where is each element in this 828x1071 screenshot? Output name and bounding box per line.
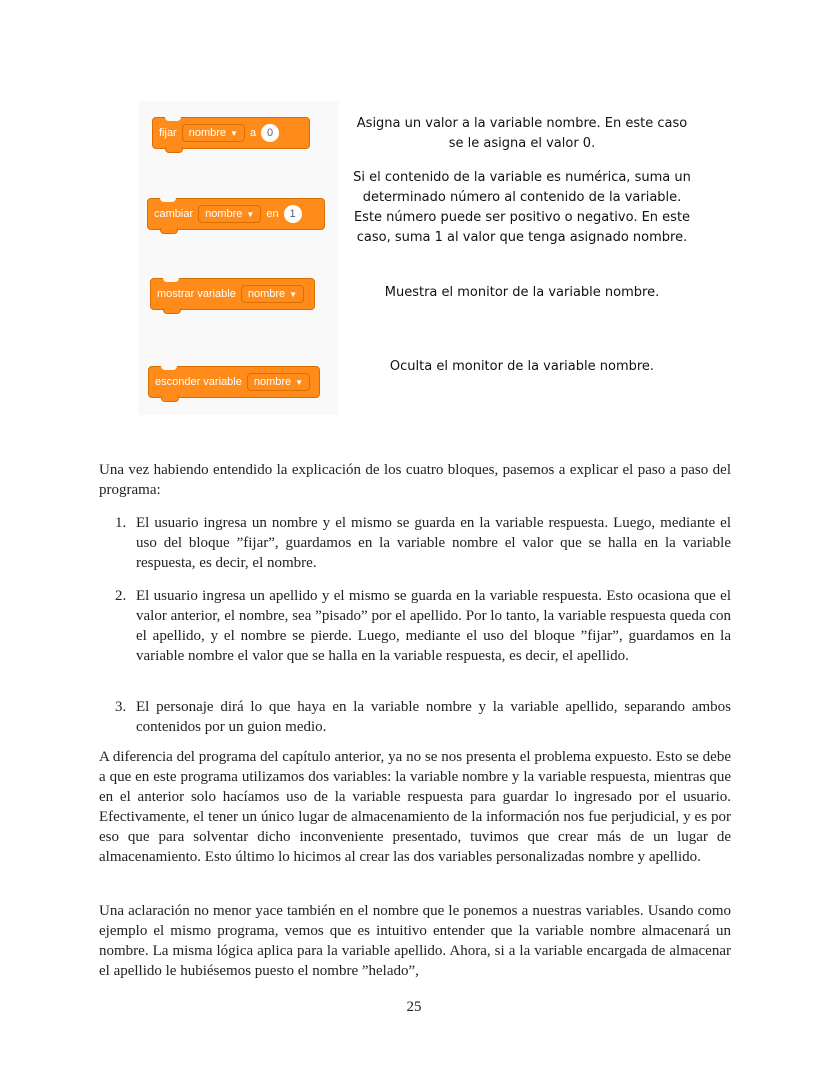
- value-input: 0: [261, 124, 279, 142]
- variable-dropdown: nombre ▼: [241, 285, 304, 303]
- body-paragraph: A diferencia del programa del capítulo anterior, ya no se nos presenta el problema expuesto. Esto se debe a que en este programa utilizamos dos variables: la variable nombre y la variable respuesta, mientras que en el anterior solo hacíamos uso de la variable respuesta para guardar lo ingresado por el usuario. Efectivamente, el tener un único lugar de almacenamiento de la información nos fue perjudicial, y es por eso que para solventar dicho inconveniente presentado, tuvimos que crear más de un lugar de almacenamiento. Esto último lo hicimos al crear las dos variables personalizadas nombre y apellido.: [99, 749, 731, 865]
- block-label: en: [266, 208, 279, 220]
- block-description: Asigna un valor a la variable nombre. En este caso se le asigna el valor 0.: [356, 116, 688, 151]
- value-input: 1: [284, 205, 302, 223]
- list-item: [115, 697, 731, 737]
- variable-dropdown: nombre ▼: [182, 124, 245, 142]
- list-number: 2.: [115, 588, 127, 604]
- caret-down-icon: ▼: [289, 289, 298, 299]
- caret-down-icon: ▼: [230, 128, 238, 138]
- hide-variable-block: [148, 366, 320, 398]
- list-number: 3.: [115, 699, 127, 715]
- show-variable-block: [150, 278, 315, 310]
- page-number: 25: [406, 999, 422, 1015]
- block-label: fijar: [159, 127, 177, 139]
- list-item: [115, 513, 731, 573]
- block-description: Oculta el monitor de la variable nombre.: [389, 359, 655, 374]
- list-text: El usuario ingresa un nombre y el mismo se guarda en la variable respuesta. Luego, mediante el uso del bloque ”fijar”, guardamos en la variable nombre el valor que se halla en la variable respuesta, es decir, el nombre.: [136, 515, 731, 571]
- intro-paragraph: Una vez habiendo entendido la explicación de los cuatro bloques, pasemos a explicar el paso a paso del programa:: [99, 462, 731, 498]
- block-label: mostrar variable: [157, 288, 236, 300]
- list-text: El personaje dirá lo que haya en la variable nombre y la variable apellido, separando ambos contenidos por un guion medio.: [136, 699, 731, 735]
- block-description: Muestra el monitor de la variable nombre.: [384, 285, 660, 300]
- caret-down-icon: ▼: [246, 209, 255, 219]
- block-description: Si el contenido de la variable es numérica, suma un determinado número al contenido de la variable. Este número puede ser positivo o negativo. En este caso, suma 1 al valor que tenga asignado nombre.: [353, 170, 691, 245]
- variable-dropdown: nombre ▼: [198, 205, 261, 223]
- list-number: 1.: [115, 515, 127, 531]
- block-label: esconder variable: [155, 376, 242, 388]
- list-item: [115, 586, 731, 666]
- set-variable-block: [152, 117, 310, 149]
- caret-down-icon: ▼: [295, 377, 304, 387]
- variable-dropdown: nombre ▼: [247, 373, 310, 391]
- block-label: a: [249, 127, 257, 139]
- block-label: cambiar: [154, 208, 194, 220]
- body-paragraph: Una aclaración no menor yace también en el nombre que le ponemos a nuestras variables. Usando como ejemplo el mismo programa, vemos que es intuitivo entender que la variable nombre almacenará un nombre. La misma lógica aplica para la variable apellido. Ahora, si a la variable encargada de almacenar el apellido le hubiésemos puesto el nombre ”helado”,: [99, 903, 731, 979]
- scratch-blocks-figure: [138, 101, 338, 415]
- change-variable-block: [147, 198, 325, 230]
- list-text: El usuario ingresa un apellido y el mismo se guarda en la variable respuesta. Esto ocasiona que el valor anterior, el nombre, sea ”pisado” por el apellido. Por lo tanto, la variable respuesta queda con el apellido, y el nombre se pierde. Luego, mediante el uso del bloque ”fijar”, guardamos en la variable nombre el valor que se halla en la variable respuesta, es decir, el apellido.: [136, 588, 731, 664]
